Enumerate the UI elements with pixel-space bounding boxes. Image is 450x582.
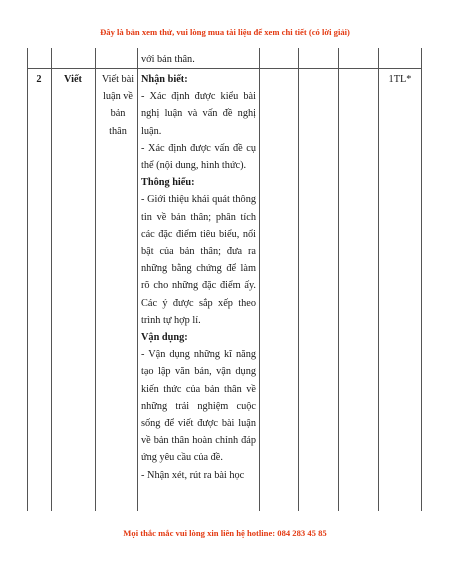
section-item: - Vận dụng những kĩ năng tạo lập văn bản, vận dụng kiến thức của bản thân về những trải nghiệm cuộc sống để viết được bài luận về bản thân hoàn chỉnh đáp ứng yêu cầu của đề. — [141, 349, 256, 464]
unit-cell — [99, 71, 137, 140]
section-item: - Xác định được vấn đề cụ thể (nội dung, hình thức). — [141, 142, 256, 172]
section-item: - Giới thiệu khái quát thông tin về bản thân; phân tích các đặc điểm tiêu biểu, nổi bật của bản thân; đưa ra những bằng chứng để làm rõ cho những đặc điểm ấy. Các ý được sắp xếp theo trình tự hợp lí. — [141, 194, 256, 326]
question-count: 1TL* — [388, 74, 412, 85]
unit-line: luận về — [102, 91, 134, 103]
section-heading: Vận dụng: — [141, 332, 188, 344]
unit-line: thân — [109, 125, 127, 137]
section-heading: Thông hiểu: — [141, 177, 195, 189]
row-number: 2 — [36, 74, 42, 85]
previous-row-tail: với bản thân. — [141, 54, 195, 65]
preview-notice: Đây là bản xem thử, vui lòng mua tài liệu để xem chi tiết (có lời giải) — [100, 27, 350, 37]
unit-line: bản — [110, 108, 126, 120]
description-cell — [141, 71, 256, 484]
unit-line: Viết bài — [101, 74, 135, 85]
section-item: - Xác định được kiểu bài nghị luận và vấn đề nghị luận. — [141, 91, 256, 137]
hotline-notice: Mọi thắc mắc vui lòng xin liên hệ hotline: 084 283 45 85 — [123, 528, 327, 538]
section-heading: Nhận biết: — [141, 74, 188, 85]
skill-cell: Viết — [64, 74, 82, 85]
section-item: - Nhận xét, rút ra bài học — [141, 469, 245, 481]
